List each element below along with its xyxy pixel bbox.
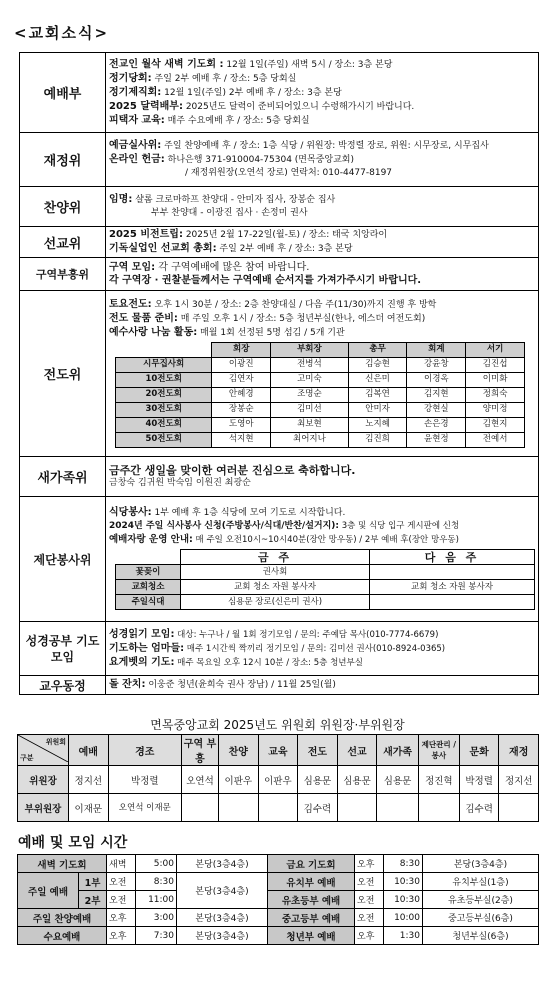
table-cell: 최보현 xyxy=(271,417,349,432)
table-cell: 손은경 xyxy=(407,417,466,432)
news-line: 온라인 헌금: 하나은행 371-910004-75304 (면목중앙교회) xyxy=(109,154,354,165)
table-cell: 김수력 xyxy=(459,794,499,822)
table-cell: 김진섭 xyxy=(466,357,525,372)
section-header: <교회소식> xyxy=(14,24,110,42)
table-cell: 석지현 xyxy=(212,432,271,447)
news-body xyxy=(106,227,539,258)
news-line: 각 구역장 · 권찰분들께서는 구역예배 순서지를 가져가주시기 바랍니다. xyxy=(109,275,422,286)
service-name: 유초등부 예배 xyxy=(268,891,355,909)
category-label: 새가족위 xyxy=(20,457,106,497)
category-label: 성경공부 기도모임 xyxy=(20,622,106,676)
table-row xyxy=(116,565,535,580)
table-cell: 노지혜 xyxy=(348,417,407,432)
column-header: 예배 xyxy=(69,735,109,766)
table-row xyxy=(18,855,539,873)
news-line: 2025 달력배부: 2025년도 달력이 준비되어있으니 수령해가시기 바랍니다. xyxy=(109,100,415,112)
news-row-fellowship xyxy=(20,676,539,695)
news-line: 임명: 샬롬 크로마하프 찬양대 - 안미자 집사, 장봉순 집사 xyxy=(109,194,336,205)
news-line: 전교인 월삭 새벽 기도회 : 12월 1일(주일) 새벽 5시 / 장소: 3층 본당 xyxy=(109,58,393,70)
corner-bottom-label: 구분 xyxy=(20,754,34,762)
table-cell: 이판우 xyxy=(219,766,259,794)
category-label: 선교위 xyxy=(20,227,106,258)
table-cell: 김지현 xyxy=(407,387,466,402)
service-ampm: 오후 xyxy=(107,927,136,945)
category-label: 구역부흥위 xyxy=(20,258,106,291)
category-label: 전도위 xyxy=(20,291,106,457)
news-body xyxy=(106,291,539,457)
news-line: 기독실업인 선교회 총회: 주일 2부 예배 후 / 장소: 3층 본당 xyxy=(109,243,353,254)
news-line: 기도하는 엄마들: 매주 1시간씩 짝끼리 정기모임 / 문의: 김미선 권사(010-8924-0365) xyxy=(109,642,446,654)
table-row xyxy=(18,794,539,822)
table-header: 금 주 xyxy=(181,550,370,565)
news-line: 예배자랑 운영 안내: 매 주일 오전10시~10시40분(장안 망우동) / 2부 예배 후(장안 망우동) xyxy=(109,534,459,545)
table-cell: 전병석 xyxy=(271,357,349,372)
news-line: 토요전도: 오후 1시 30분 / 장소: 2층 찬양대실 / 다음 주(11/30)까지 진행 후 방학 xyxy=(109,298,437,310)
table-cell: 양미정 xyxy=(466,402,525,417)
table-header-row xyxy=(116,550,535,565)
column-header: 교육 xyxy=(258,735,298,766)
category-label: 제단봉사위 xyxy=(20,497,106,622)
table-cell: 김승현 xyxy=(348,357,407,372)
service-time: 8:30 xyxy=(136,873,177,891)
service-name: 금요 기도회 xyxy=(268,855,355,873)
committee-leaders-table xyxy=(17,734,539,822)
table-cell: 김미선 xyxy=(271,402,349,417)
news-line: 식당봉사: 1부 예배 후 1층 식당에 모여 기도로 시작합니다. xyxy=(109,507,346,518)
column-header: 제단관리 /봉사 xyxy=(418,735,459,766)
table-header-row xyxy=(18,735,539,766)
table-row xyxy=(116,357,525,372)
news-line: 2025 비전트립: 2025년 2월 17-22일(월-토) / 장소: 태국 치앙라이 xyxy=(109,229,388,240)
column-header: 새가족 xyxy=(377,735,419,766)
table-header: 부회장 xyxy=(271,342,349,357)
service-time: 8:30 xyxy=(384,855,423,873)
row-header: 꽃꽂이 xyxy=(116,565,181,580)
news-row-worship xyxy=(20,53,539,133)
table-cell xyxy=(418,794,459,822)
table-header: 다 음 주 xyxy=(370,550,535,565)
table-cell: 김현지 xyxy=(466,417,525,432)
service-ampm: 오전 xyxy=(355,891,384,909)
news-row-altar xyxy=(20,497,539,622)
table-header: 회계 xyxy=(407,342,466,357)
category-label: 교우동정 xyxy=(20,676,106,695)
news-row-finance xyxy=(20,133,539,187)
table-row xyxy=(18,873,539,891)
table-row xyxy=(116,372,525,387)
table-cell: 정희숙 xyxy=(466,387,525,402)
table-row xyxy=(116,417,525,432)
news-line: 돌 잔치: 이웅준 청년(윤희숙 권사 장남) / 11월 25일(월) xyxy=(109,679,336,690)
table-cell: 도영아 xyxy=(212,417,271,432)
table-row xyxy=(18,766,539,794)
table-header: 회장 xyxy=(212,342,271,357)
column-header: 찬양 xyxy=(219,735,259,766)
table-cell: 정지선 xyxy=(69,766,109,794)
news-line: 금창숙 김귀원 박숙임 이원진 최광순 xyxy=(109,477,251,488)
table-row xyxy=(116,580,535,595)
table-cell: 정지선 xyxy=(499,766,539,794)
news-line: 금주간 생일을 맞이한 여러분 진심으로 축하합니다. xyxy=(109,463,356,477)
table-cell xyxy=(182,794,219,822)
table-cell: 심용문 장로(신은미 권사) xyxy=(181,595,370,610)
table-cell: 교회 청소 자원 봉사자 xyxy=(181,580,370,595)
table-cell: 심용문 xyxy=(337,766,377,794)
table-row xyxy=(116,595,535,610)
service-name: 주일 찬양예배 xyxy=(18,909,107,927)
table-cell: 윤현정 xyxy=(407,432,466,447)
row-header: 40전도회 xyxy=(116,417,212,432)
news-line: 피택자 교육: 매주 수요예배 후 / 장소: 5층 당회실 xyxy=(109,114,310,126)
column-header: 전도 xyxy=(298,735,338,766)
service-time: 10:30 xyxy=(384,873,423,891)
table-cell: 장봉순 xyxy=(212,402,271,417)
news-line: 전도 물품 준비: 매 주일 오후 1시 / 장소: 5층 청년부실(한나, 에스더 여전도회) xyxy=(109,312,426,324)
service-ampm: 오전 xyxy=(355,909,384,927)
table-header-row xyxy=(116,342,525,357)
column-header: 문화 xyxy=(459,735,499,766)
news-body xyxy=(106,457,539,497)
service-ampm: 오후 xyxy=(107,909,136,927)
news-line: 예수사랑 나눔 활동: 매월 1회 선정된 5명 섬김 / 5개 기관 xyxy=(109,326,345,338)
service-ampm: 오전 xyxy=(355,873,384,891)
table-row xyxy=(116,387,525,402)
table-cell xyxy=(370,565,535,580)
service-ampm: 오전 xyxy=(107,873,136,891)
service-place: 본당(3층4층) xyxy=(177,873,268,909)
service-sub: 1부 xyxy=(79,873,107,891)
table-cell: 강윤창 xyxy=(407,357,466,372)
leaders-title: 면목중앙교회 2025년도 위원회 위원장·부위원장 xyxy=(150,718,405,732)
news-line: 구역 모임: 각 구역예배에 많은 참여 바랍니다. xyxy=(109,262,310,273)
service-name: 주일 예배 xyxy=(18,873,79,909)
table-cell xyxy=(258,794,298,822)
news-row-evangelism xyxy=(20,291,539,457)
table-header xyxy=(116,342,212,357)
corner-cell xyxy=(18,735,69,766)
table-cell: 김복연 xyxy=(348,387,407,402)
column-header: 선교 xyxy=(337,735,377,766)
news-body xyxy=(106,133,539,187)
table-cell: 강현실 xyxy=(407,402,466,417)
service-place: 본당(3층4층) xyxy=(177,855,268,873)
service-ampm: 오전 xyxy=(107,891,136,909)
row-header: 시무집사회 xyxy=(116,357,212,372)
table-cell: 오연석 xyxy=(182,766,219,794)
table-cell: 최어지나 xyxy=(271,432,349,447)
table-row xyxy=(18,909,539,927)
row-header: 위원장 xyxy=(18,766,69,794)
service-ampm: 새벽 xyxy=(107,855,136,873)
table-cell: 안혜경 xyxy=(212,387,271,402)
service-time: 7:30 xyxy=(136,927,177,945)
news-body xyxy=(106,676,539,695)
category-label: 찬양위 xyxy=(20,187,106,227)
table-header: 총무 xyxy=(348,342,407,357)
table-cell: 심용문 xyxy=(298,766,338,794)
table-cell: 오연석 이재문 xyxy=(108,794,181,822)
news-body xyxy=(106,622,539,676)
table-cell: 김연자 xyxy=(212,372,271,387)
service-place: 본당(3층4층) xyxy=(177,927,268,945)
service-ampm: 오후 xyxy=(355,927,384,945)
row-header: 주일식대 xyxy=(116,595,181,610)
service-time: 10:00 xyxy=(384,909,423,927)
column-header: 경조 xyxy=(108,735,181,766)
table-cell: 권사회 xyxy=(181,565,370,580)
table-cell xyxy=(370,595,535,610)
worship-schedule-table xyxy=(17,854,539,945)
table-cell: 고미숙 xyxy=(271,372,349,387)
news-row-bible xyxy=(20,622,539,676)
service-sub: 2부 xyxy=(79,891,107,909)
service-place: 본당(3층4층) xyxy=(177,909,268,927)
news-body xyxy=(106,497,539,622)
row-header: 50전도회 xyxy=(116,432,212,447)
service-place: 본당(3층4층) xyxy=(423,855,539,873)
news-row-newfamily xyxy=(20,457,539,497)
table-cell: 정진혁 xyxy=(418,766,459,794)
row-header: 부위원장 xyxy=(18,794,69,822)
table-cell: 조명순 xyxy=(271,387,349,402)
service-place: 청년부실(6층) xyxy=(423,927,539,945)
row-header: 20전도회 xyxy=(116,387,212,402)
table-cell: 이재문 xyxy=(69,794,109,822)
table-row xyxy=(18,927,539,945)
news-body xyxy=(106,187,539,227)
row-header: 교회청소 xyxy=(116,580,181,595)
mission-society-table xyxy=(115,342,525,448)
table-cell: 안미자 xyxy=(348,402,407,417)
table-cell xyxy=(219,794,259,822)
table-row xyxy=(116,402,525,417)
service-name: 유치부 예배 xyxy=(268,873,355,891)
table-row xyxy=(18,891,539,909)
column-header: 재정 xyxy=(499,735,539,766)
service-place: 유초등부실(2층) xyxy=(423,891,539,909)
service-time: 11:00 xyxy=(136,891,177,909)
news-line: / 재정위원장(오연석 장로) 연락처: 010-4477-8197 xyxy=(185,168,393,178)
service-name: 중고등부 예배 xyxy=(268,909,355,927)
category-label: 예배부 xyxy=(20,53,106,133)
row-header: 30전도회 xyxy=(116,402,212,417)
service-place: 유치부실(1층) xyxy=(423,873,539,891)
schedule-title: 예배 및 모임 시간 xyxy=(18,835,128,851)
table-header xyxy=(116,550,181,565)
table-cell: 이판우 xyxy=(258,766,298,794)
news-line: 정기제직회: 12월 1일(주일) 2부 예배 후 / 장소: 3층 본당 xyxy=(109,86,342,98)
news-line: 예금실사위: 주일 찬양예배 후 / 장소: 1층 식당 / 위원장: 박정렬 장로, 위원: 시무장로, 시무집사 xyxy=(109,140,489,151)
service-place: 중고등부실(6층) xyxy=(423,909,539,927)
news-line: 정기당회: 주일 2부 예배 후 / 장소: 5층 당회실 xyxy=(109,72,297,84)
table-cell: 김수력 xyxy=(298,794,338,822)
table-cell: 김진희 xyxy=(348,432,407,447)
service-name: 새벽 기도회 xyxy=(18,855,107,873)
news-line: 부부 찬양대 - 이광진 집사 · 손정미 권사 xyxy=(151,208,308,218)
service-time: 1:30 xyxy=(384,927,423,945)
service-time: 10:30 xyxy=(384,891,423,909)
news-line: 2024년 주일 식사봉사 신청(주방봉사/식대/반찬/설거지): 3층 및 식당 입구 게시판에 신청 xyxy=(109,521,460,531)
table-cell xyxy=(337,794,377,822)
table-cell xyxy=(377,794,419,822)
table-cell: 박정렬 xyxy=(459,766,499,794)
news-row-praise xyxy=(20,187,539,227)
table-cell: 이광진 xyxy=(212,357,271,372)
service-ampm: 오후 xyxy=(355,855,384,873)
table-cell: 전예서 xyxy=(466,432,525,447)
service-duty-table xyxy=(115,549,535,610)
table-cell: 이미화 xyxy=(466,372,525,387)
news-line: 요게벳의 기도: 매주 목요일 오후 12시 10분 / 장소: 5층 청년부실 xyxy=(109,656,363,668)
table-cell xyxy=(499,794,539,822)
corner-top-label: 위원회 xyxy=(45,738,66,746)
table-row xyxy=(116,432,525,447)
column-header: 구역 부흥 xyxy=(182,735,219,766)
service-time: 5:00 xyxy=(136,855,177,873)
church-news-table xyxy=(19,52,539,695)
table-cell: 교회 청소 자원 봉사자 xyxy=(370,580,535,595)
news-body xyxy=(106,258,539,291)
service-name: 청년부 예배 xyxy=(268,927,355,945)
category-label: 재정위 xyxy=(20,133,106,187)
news-body xyxy=(106,53,539,133)
service-name: 수요예배 xyxy=(18,927,107,945)
table-cell: 박정렬 xyxy=(108,766,181,794)
news-row-district xyxy=(20,258,539,291)
table-cell: 이경옥 xyxy=(407,372,466,387)
row-header: 10전도회 xyxy=(116,372,212,387)
table-cell: 신은미 xyxy=(348,372,407,387)
table-cell: 심용문 xyxy=(377,766,419,794)
news-row-mission xyxy=(20,227,539,258)
table-header: 서기 xyxy=(466,342,525,357)
service-time: 3:00 xyxy=(136,909,177,927)
news-line: 성경읽기 모임: 대상: 누구나 / 월 1회 정기모임 / 문의: 주예담 목사(010-7774-6679) xyxy=(109,628,439,640)
